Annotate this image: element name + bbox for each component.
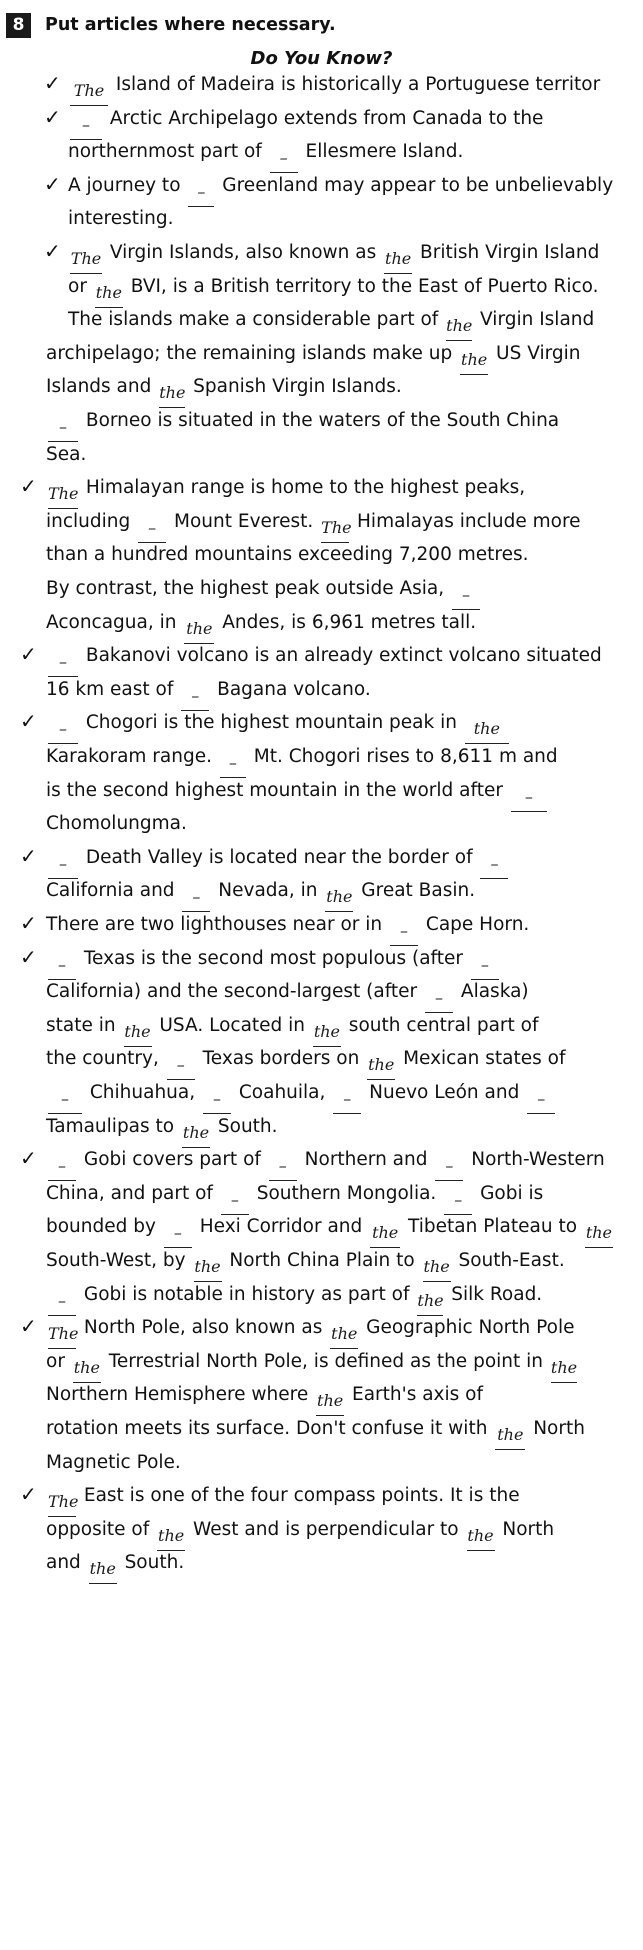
- article-answer-blank[interactable]: the: [95, 279, 123, 308]
- exercise-header: [6, 12, 336, 38]
- item-text: Gobi covers part of: [78, 1149, 267, 1171]
- article-answer-blank[interactable]: the: [73, 1354, 101, 1383]
- item-text: By contrast, the highest peak outside Asia,: [46, 578, 450, 599]
- item-text: California and: [46, 880, 181, 902]
- check-mark-icon: ✓: [44, 104, 61, 129]
- item-text: BVI, is a British territory to the East of Puerto Rico.: [124, 275, 599, 297]
- item-text: Northern and: [298, 1149, 434, 1171]
- item-text: California) and the second-largest (after: [46, 981, 424, 1003]
- item-text: Mexican states of: [397, 1048, 566, 1070]
- item-text: Magnetic Pole.: [46, 1451, 181, 1473]
- article-answer-blank[interactable]: –: [527, 1085, 555, 1114]
- item-text: state in: [46, 1014, 122, 1036]
- article-answer-blank[interactable]: –: [471, 951, 499, 980]
- article-answer-blank[interactable]: –: [167, 1051, 195, 1080]
- item-text: interesting.: [68, 208, 174, 230]
- item-text: Himalayas include more: [351, 510, 581, 532]
- article-answer-blank[interactable]: –: [48, 951, 76, 980]
- article-answer-blank[interactable]: the: [157, 1522, 185, 1551]
- item-text: Alaska): [455, 981, 529, 1003]
- article-answer-blank[interactable]: the: [495, 1421, 525, 1450]
- item-text: Nevada, in: [212, 880, 324, 902]
- check-mark-icon: ✓: [20, 911, 37, 935]
- exercise-title: Do You Know?: [250, 48, 393, 69]
- article-answer-blank[interactable]: –: [70, 111, 102, 140]
- article-answer-blank[interactable]: the: [585, 1219, 613, 1248]
- check-mark-icon: ✓: [20, 1146, 37, 1171]
- article-answer-blank[interactable]: –: [444, 1186, 472, 1215]
- item-text: Mount Everest.: [168, 510, 320, 532]
- item-text: rotation meets its surface. Don't confuse it with: [46, 1418, 494, 1439]
- article-answer-blank[interactable]: –: [480, 850, 508, 879]
- item-text: Geographic North Pole: [360, 1317, 575, 1339]
- article-answer-blank[interactable]: –: [269, 1152, 297, 1181]
- item-text: Hexi Corridor and: [193, 1216, 369, 1238]
- article-answer-blank[interactable]: The: [70, 77, 108, 106]
- item-text: Borneo is situated in the waters of the South China: [80, 410, 560, 431]
- article-answer-blank[interactable]: the: [367, 1051, 395, 1080]
- check-mark-icon: ✓: [20, 474, 37, 499]
- article-answer-blank[interactable]: The: [321, 514, 349, 543]
- article-answer-blank[interactable]: the: [159, 379, 185, 408]
- article-answer-blank[interactable]: –: [452, 581, 480, 610]
- article-answer-blank[interactable]: the: [182, 1119, 210, 1148]
- article-answer-blank[interactable]: the: [465, 715, 509, 744]
- item-text: Mt. Chogori rises to 8,611 m and: [247, 746, 558, 767]
- item-text: Bagana volcano.: [211, 678, 371, 700]
- check-mark-icon: ✓: [44, 71, 61, 95]
- article-answer-blank[interactable]: the: [325, 883, 353, 912]
- article-answer-blank[interactable]: –: [48, 715, 78, 744]
- item-text: 16 km east of: [46, 678, 180, 700]
- check-mark-icon: ✓: [20, 1482, 37, 1507]
- article-answer-blank[interactable]: the: [446, 312, 472, 341]
- item-text: South-East.: [452, 1250, 565, 1271]
- item-text: Tibetan Plateau to: [402, 1216, 583, 1238]
- article-answer-blank[interactable]: –: [188, 178, 214, 207]
- item-text: Greenland may appear to be unbelievably: [216, 174, 614, 196]
- item-text: The islands make a considerable part of: [68, 309, 445, 331]
- item-text: Island of Madeira is historically a Portuguese territor: [110, 74, 601, 95]
- article-answer-blank[interactable]: the: [316, 1387, 344, 1416]
- article-answer-blank[interactable]: –: [425, 984, 453, 1013]
- exercise-instruction: Put articles where necessary.: [45, 15, 336, 35]
- item-text: Coahuila,: [233, 1082, 332, 1103]
- item-text: North-Western: [465, 1149, 605, 1171]
- article-answer-blank[interactable]: –: [164, 1219, 192, 1248]
- article-answer-blank[interactable]: the: [184, 615, 214, 644]
- article-answer-blank[interactable]: the: [384, 245, 412, 274]
- article-answer-blank[interactable]: –: [511, 783, 547, 812]
- article-answer-blank[interactable]: The: [70, 245, 102, 274]
- article-answer-blank[interactable]: the: [467, 1522, 495, 1551]
- item-text: south central part of: [342, 1014, 539, 1036]
- article-answer-blank[interactable]: the: [124, 1018, 152, 1047]
- item-text: and: [46, 1552, 87, 1574]
- article-answer-blank[interactable]: –: [48, 648, 78, 677]
- check-mark-icon: ✓: [20, 709, 37, 734]
- item-text: Northern Hemisphere where: [46, 1384, 315, 1406]
- item-text: Virgin Island: [474, 309, 595, 331]
- article-answer-blank[interactable]: The: [48, 480, 78, 509]
- item-text: Sea.: [46, 443, 87, 465]
- item-text: than a hundred mountains exceeding 7,200 metres.: [46, 544, 529, 566]
- article-answer-blank[interactable]: –: [182, 883, 210, 912]
- item-text: North: [527, 1418, 585, 1439]
- item-text: Texas is the second most populous (after: [78, 947, 469, 969]
- item-text: archipelago; the remaining islands make up: [46, 342, 459, 364]
- article-answer-blank[interactable]: –: [221, 1186, 249, 1215]
- check-mark-icon: ✓: [44, 171, 61, 196]
- item-text: South.: [212, 1115, 278, 1137]
- article-answer-blank[interactable]: –: [48, 850, 78, 879]
- check-mark-icon: ✓: [20, 642, 37, 667]
- item-text: A journey to: [68, 174, 187, 196]
- item-text: Ellesmere Island.: [299, 141, 464, 163]
- item-text: northernmost part of: [68, 141, 268, 163]
- article-answer-blank[interactable]: the: [313, 1018, 341, 1047]
- exercise-number-badge: 8: [6, 13, 31, 38]
- item-text: Cape Horn.: [420, 914, 530, 935]
- check-mark-icon: ✓: [20, 843, 37, 868]
- article-answer-blank[interactable]: the: [417, 1287, 443, 1316]
- item-text: North China Plain to: [223, 1250, 421, 1271]
- item-line: [46, 400, 559, 442]
- article-answer-blank[interactable]: –: [138, 514, 166, 543]
- item-text: South.: [118, 1552, 185, 1574]
- item-text: China, and part of: [46, 1182, 219, 1204]
- item-text: Spanish Virgin Islands.: [187, 376, 402, 398]
- check-mark-icon: ✓: [20, 944, 37, 969]
- item-text: South-West, by: [46, 1250, 192, 1271]
- item-text: Earth's axis of: [346, 1384, 483, 1406]
- article-answer-blank[interactable]: the: [330, 1320, 358, 1349]
- article-answer-blank[interactable]: the: [194, 1253, 222, 1282]
- article-answer-blank[interactable]: The: [48, 1488, 76, 1517]
- item-text: Nuevo León and: [363, 1082, 526, 1103]
- item-text: Gobi is notable in history as part of: [78, 1283, 416, 1305]
- item-text: Tamaulipas to: [46, 1115, 180, 1137]
- item-text: Terrestrial North Pole, is defined as the point in: [102, 1350, 549, 1372]
- item-text: Chihuahua,: [84, 1082, 201, 1103]
- item-text: British Virgin Island: [414, 242, 600, 263]
- item-text: Himalayan range is home to the highest peaks,: [80, 477, 526, 499]
- article-answer-blank[interactable]: –: [181, 682, 209, 711]
- item-text: Great Basin.: [355, 880, 476, 902]
- item-text: including: [46, 510, 137, 532]
- item-text: North: [496, 1518, 555, 1540]
- item-text: North Pole, also known as: [78, 1317, 329, 1339]
- item-text: Silk Road.: [445, 1283, 543, 1305]
- article-answer-blank[interactable]: –: [48, 1287, 76, 1316]
- article-answer-blank[interactable]: the: [89, 1555, 117, 1584]
- item-text: or: [46, 1350, 71, 1372]
- article-answer-blank[interactable]: –: [48, 1085, 82, 1114]
- item-text: Gobi is: [474, 1182, 544, 1204]
- article-answer-blank[interactable]: the: [370, 1219, 400, 1248]
- item-text: or: [68, 275, 93, 297]
- check-mark-icon: ✓: [44, 239, 61, 263]
- item-text: Southern Mongolia.: [250, 1182, 443, 1204]
- article-answer-blank[interactable]: The: [48, 1320, 76, 1349]
- item-text: bounded by: [46, 1216, 162, 1238]
- article-answer-blank[interactable]: the: [460, 346, 488, 375]
- item-text: Arctic Archipelago extends from Canada to the: [104, 107, 544, 129]
- item-text: US Virgin: [490, 342, 581, 364]
- check-mark-icon: ✓: [20, 1314, 37, 1339]
- item-line: [46, 1542, 184, 1584]
- item-text: West and is perpendicular to: [187, 1518, 465, 1540]
- item-text: Death Valley is located near the border of: [80, 846, 479, 868]
- item-text: Andes, is 6,961 metres tall.: [216, 611, 477, 633]
- item-text: Aconcagua, in: [46, 611, 183, 633]
- item-text: There are two lighthouses near or in: [46, 914, 389, 935]
- item-text: opposite of: [46, 1518, 156, 1540]
- article-answer-blank[interactable]: –: [203, 1085, 231, 1114]
- article-answer-blank[interactable]: –: [435, 1152, 463, 1181]
- item-text: Karakoram range.: [46, 746, 218, 767]
- item-text: Chogori is the highest mountain peak in: [80, 712, 463, 734]
- item-text: Texas borders on: [196, 1048, 366, 1070]
- article-answer-blank[interactable]: –: [333, 1085, 361, 1114]
- item-text: the country,: [46, 1048, 165, 1070]
- item-text: Bakanovi volcano is an already extinct volcano situated: [80, 645, 602, 667]
- item-text: East is one of the four compass points. It is the: [78, 1485, 520, 1507]
- item-text: USA. Located in: [153, 1014, 311, 1036]
- item-text: Virgin Islands, also known as: [104, 242, 383, 263]
- item-text: Islands and: [46, 376, 158, 398]
- article-answer-blank[interactable]: –: [48, 1152, 76, 1181]
- article-answer-blank[interactable]: the: [551, 1354, 577, 1383]
- article-answer-blank[interactable]: the: [423, 1253, 451, 1282]
- article-answer-blank[interactable]: –: [270, 144, 298, 173]
- article-answer-blank[interactable]: –: [220, 749, 246, 778]
- article-answer-blank[interactable]: –: [48, 413, 78, 442]
- item-text: Chomolungma.: [46, 813, 187, 835]
- item-text: is the second highest mountain in the world after: [46, 779, 509, 801]
- article-answer-blank[interactable]: –: [390, 917, 418, 946]
